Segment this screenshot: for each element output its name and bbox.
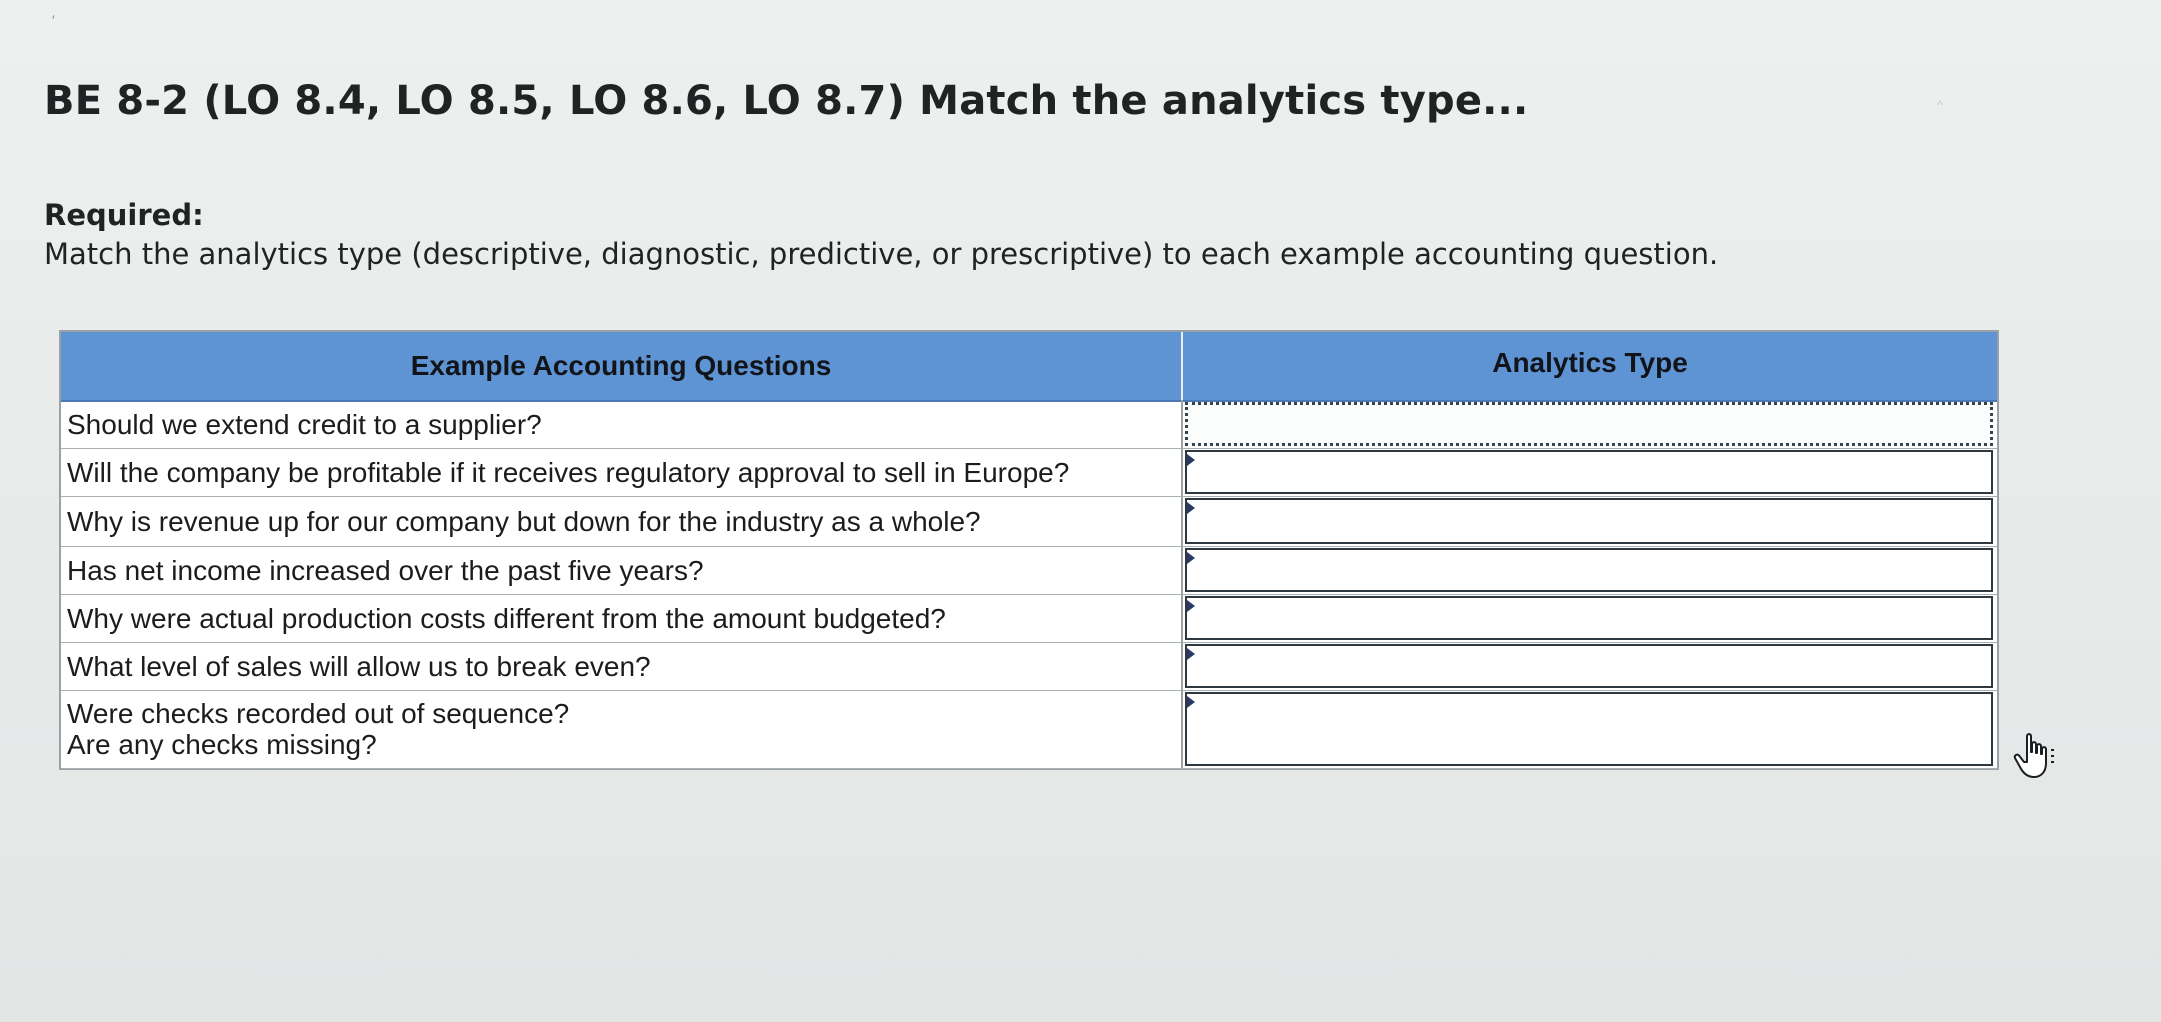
analytics-type-dropdown[interactable] bbox=[1185, 450, 1993, 494]
question-cell bbox=[67, 690, 1177, 760]
analytics-type-dropdown[interactable] bbox=[1185, 548, 1993, 592]
dropdown-triangle-icon bbox=[1187, 552, 1195, 564]
table-row bbox=[61, 594, 1997, 643]
table-row bbox=[61, 690, 1997, 769]
table-row bbox=[61, 496, 1997, 547]
question-cell bbox=[67, 400, 1177, 440]
analytics-type-dropdown[interactable] bbox=[1185, 402, 1993, 446]
dropdown-triangle-icon bbox=[1187, 648, 1195, 660]
dropdown-triangle-icon bbox=[1187, 696, 1195, 708]
dropdown-triangle-icon bbox=[1187, 600, 1195, 612]
question-text: Should we extend credit to a supplier? bbox=[67, 409, 542, 440]
question-text: Will the company be profitable if it receives regulatory approval to sell in Europe? bbox=[67, 457, 1070, 488]
table-row bbox=[61, 400, 1997, 449]
question-cell bbox=[67, 546, 1177, 586]
question-text: Has net income increased over the past five years? bbox=[67, 555, 704, 586]
question-text: Why were actual production costs different from the amount budgeted? bbox=[67, 603, 946, 634]
dropdown-triangle-icon bbox=[1187, 502, 1195, 514]
analytics-type-dropdown[interactable] bbox=[1185, 692, 1993, 766]
table-row bbox=[61, 546, 1997, 595]
header-analytics-type: Analytics Type bbox=[1492, 347, 1688, 378]
instructions-text: Match the analytics type (descriptive, diagnostic, predictive, or prescriptive) to each example accounting question. bbox=[44, 237, 1719, 271]
question-cell bbox=[67, 496, 1177, 537]
question-text: Were checks recorded out of sequence? bbox=[67, 698, 570, 729]
question-cell bbox=[67, 448, 1177, 488]
question-text: Are any checks missing? bbox=[67, 729, 377, 760]
question-text: Why is revenue up for our company but down for the industry as a whole? bbox=[67, 506, 981, 537]
dropdown-triangle-icon bbox=[1187, 454, 1195, 466]
hand-pointer-icon bbox=[2011, 732, 2055, 780]
header-questions: Example Accounting Questions bbox=[410, 350, 832, 381]
question-text: What level of sales will allow us to break even? bbox=[67, 651, 651, 682]
analytics-type-dropdown[interactable] bbox=[1185, 644, 1993, 688]
artifact-mark: ^ bbox=[1937, 98, 1943, 112]
table-row bbox=[61, 448, 1997, 497]
question-cell bbox=[67, 594, 1177, 634]
question-cell bbox=[67, 642, 1177, 682]
required-label: Required: bbox=[44, 198, 204, 232]
table-header bbox=[61, 332, 1997, 402]
matching-table bbox=[59, 330, 1999, 770]
page-title: BE 8-2 (LO 8.4, LO 8.5, LO 8.6, LO 8.7) Match the analytics type... bbox=[44, 78, 1529, 124]
artifact-mark: ′ bbox=[52, 12, 55, 28]
table-row bbox=[61, 642, 1997, 691]
analytics-type-dropdown[interactable] bbox=[1185, 498, 1993, 544]
analytics-type-dropdown[interactable] bbox=[1185, 596, 1993, 640]
